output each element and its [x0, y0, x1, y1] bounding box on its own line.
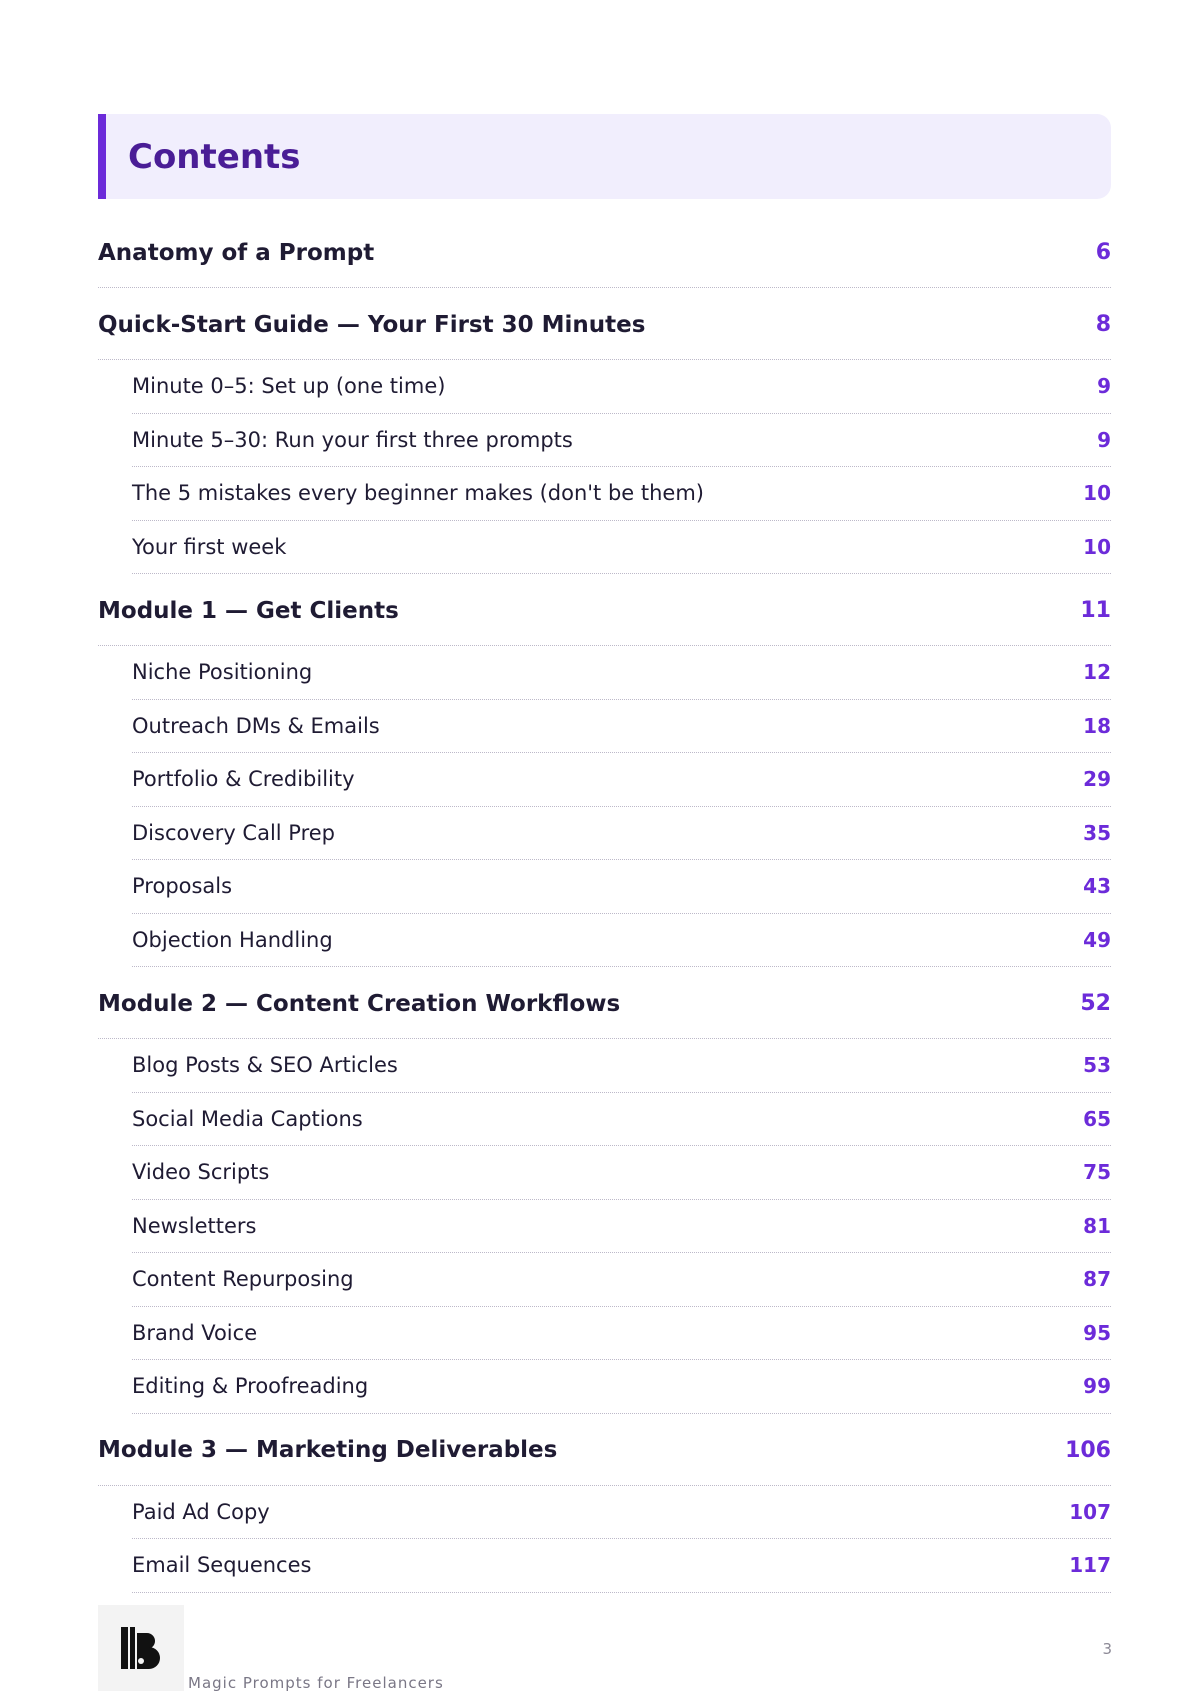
toc-entry-title: Minute 0–5: Set up (one time) [132, 374, 446, 399]
toc-entry-page: 29 [1083, 767, 1111, 792]
footer-logo [98, 1605, 184, 1691]
toc-entry-page: 81 [1083, 1213, 1111, 1238]
toc-subsection[interactable] [132, 1200, 1111, 1254]
toc-entry-page: 11 [1080, 598, 1111, 623]
toc-section[interactable] [98, 574, 1111, 646]
toc-entry-title: Your first week [132, 534, 287, 559]
toc-entry-title: Editing & Proofreading [132, 1374, 369, 1399]
toc-entry-page: 99 [1083, 1374, 1111, 1399]
toc-entry-page: 49 [1083, 927, 1111, 952]
toc-section[interactable] [98, 1414, 1111, 1486]
toc-entry-title: Brand Voice [132, 1320, 258, 1345]
toc-subsection[interactable] [132, 860, 1111, 914]
toc-subsection[interactable] [132, 700, 1111, 754]
toc-entry-page: 9 [1097, 427, 1111, 452]
toc-subsection[interactable] [132, 1539, 1111, 1593]
toc-subsection[interactable] [132, 360, 1111, 414]
toc-section[interactable] [98, 288, 1111, 360]
toc-entry-title: Email Sequences [132, 1553, 312, 1578]
brand-logo-icon [121, 1627, 161, 1669]
toc-subsection[interactable] [132, 1146, 1111, 1200]
toc-entry-title: Quick-Start Guide — Your First 30 Minutes [98, 311, 646, 338]
toc-entry-title: Social Media Captions [132, 1106, 363, 1131]
toc-entry-title: Newsletters [132, 1213, 257, 1238]
footer-title: Magic Prompts for Freelancers [188, 1674, 444, 1692]
toc-subsection[interactable] [132, 1039, 1111, 1093]
toc-entry-page: 52 [1080, 991, 1111, 1016]
toc-subsection[interactable] [132, 646, 1111, 700]
toc-entry-page: 75 [1083, 1160, 1111, 1185]
toc-entry-page: 117 [1069, 1553, 1111, 1578]
toc-entry-page: 43 [1083, 874, 1111, 899]
toc-entry-page: 87 [1083, 1267, 1111, 1292]
toc-entry-title: Objection Handling [132, 927, 333, 952]
toc-entry-page: 107 [1069, 1499, 1111, 1524]
toc-subsection[interactable] [132, 1307, 1111, 1361]
toc-entry-page: 10 [1083, 481, 1111, 506]
toc-entry-title: Anatomy of a Prompt [98, 239, 375, 266]
toc-section[interactable] [98, 216, 1111, 288]
toc-entry-page: 9 [1097, 374, 1111, 399]
toc-entry-page: 10 [1083, 534, 1111, 559]
toc-entry-title: Discovery Call Prep [132, 820, 336, 845]
toc-entry-title: Minute 5–30: Run your first three prompts [132, 427, 573, 452]
toc-entry-title: Module 2 — Content Creation Workflows [98, 990, 621, 1017]
table-of-contents [98, 216, 1111, 1593]
page-number: 3 [1102, 1640, 1112, 1658]
toc-subsection[interactable] [132, 807, 1111, 861]
toc-entry-title: Paid Ad Copy [132, 1499, 270, 1524]
toc-section[interactable] [98, 967, 1111, 1039]
toc-subsection[interactable] [132, 1093, 1111, 1147]
toc-subsection[interactable] [132, 1486, 1111, 1540]
toc-entry-page: 8 [1095, 312, 1111, 337]
toc-subsection[interactable] [132, 1253, 1111, 1307]
toc-entry-title: Content Repurposing [132, 1267, 354, 1292]
toc-entry-page: 6 [1095, 240, 1111, 265]
toc-subsection[interactable] [132, 914, 1111, 968]
toc-subsection[interactable] [132, 467, 1111, 521]
toc-entry-title: Video Scripts [132, 1160, 270, 1185]
toc-entry-page: 35 [1083, 820, 1111, 845]
toc-subsection[interactable] [132, 414, 1111, 468]
toc-subsection[interactable] [132, 753, 1111, 807]
toc-entry-page: 95 [1083, 1320, 1111, 1345]
toc-entry-title: Niche Positioning [132, 660, 313, 685]
toc-entry-title: Module 3 — Marketing Deliverables [98, 1437, 558, 1463]
toc-entry-title: Module 1 — Get Clients [98, 597, 399, 624]
toc-subsection[interactable] [132, 1360, 1111, 1414]
contents-header [98, 114, 1111, 199]
toc-entry-page: 12 [1083, 660, 1111, 685]
toc-entry-page: 53 [1083, 1053, 1111, 1078]
toc-entry-page: 65 [1083, 1106, 1111, 1131]
toc-entry-title: Portfolio & Credibility [132, 767, 355, 792]
toc-entry-title: Proposals [132, 874, 233, 899]
toc-entry-title: The 5 mistakes every beginner makes (don't be them) [132, 481, 704, 506]
toc-entry-title: Outreach DMs & Emails [132, 713, 380, 738]
toc-subsection[interactable] [132, 521, 1111, 575]
page-title: Contents [128, 136, 301, 177]
toc-entry-page: 18 [1083, 713, 1111, 738]
toc-entry-title: Blog Posts & SEO Articles [132, 1053, 398, 1078]
toc-entry-page: 106 [1065, 1437, 1111, 1463]
